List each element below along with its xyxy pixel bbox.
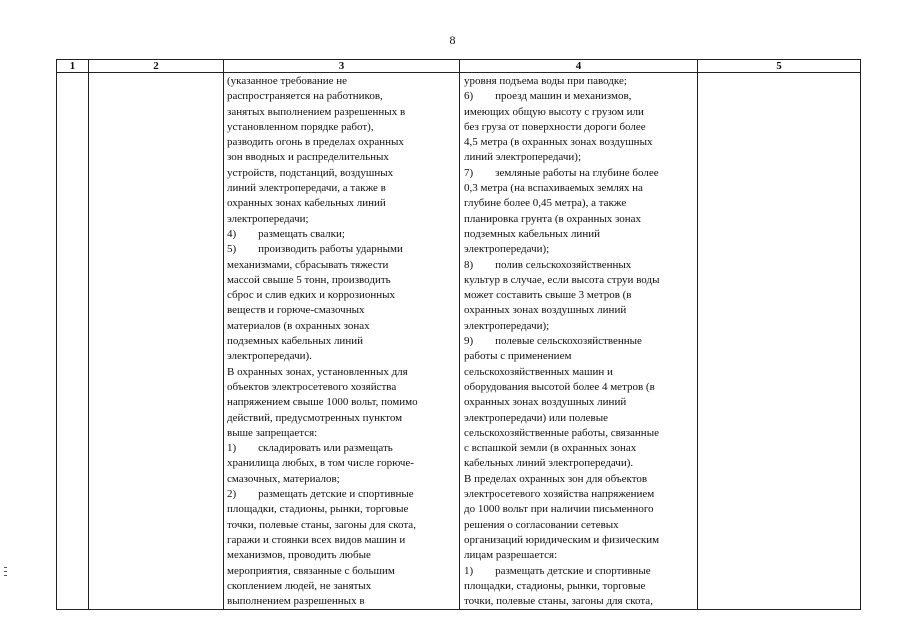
text-line: занятых выполнением разрешенных в (227, 105, 406, 118)
text-line: сельскохозяйственные работы, связанные (464, 426, 659, 439)
text-line: 0,3 метра (на вспахиваемых землях на (464, 182, 643, 195)
text-line: разводить огонь в пределах охранных (227, 136, 404, 149)
column-3-cell (224, 73, 460, 610)
text-line: гаражи и стоянки всех видов машин и (227, 533, 406, 546)
text-line: сельскохозяйственных машин и (464, 365, 613, 378)
text-line: может составить свыше 3 метров (в (464, 289, 632, 302)
column-5-cell (698, 73, 861, 610)
column-header-5: 5 (698, 60, 861, 73)
text-line: точки, полевые станы, загоны для скота, (464, 595, 653, 608)
text-line: подземных кабельных линий (464, 227, 600, 240)
text-line: 8) полив сельскохозяйственных (464, 258, 632, 271)
column-header-2: 2 (89, 60, 224, 73)
text-line: механизмами, сбрасывать тяжести (227, 258, 389, 271)
text-line: 4) размещать свалки; (227, 227, 345, 240)
text-line: скоплением людей, не занятых (227, 579, 372, 592)
text-line: точки, полевые станы, загоны для скота, (227, 518, 416, 531)
text-line: выше запрещается: (227, 426, 318, 439)
text-line: электропередачи); (464, 243, 550, 256)
table-header-row (57, 60, 861, 73)
text-line: охранных зонах кабельных линий (227, 197, 386, 210)
text-line: работы с применением (464, 350, 572, 363)
text-line: мероприятия, связанные с большим (227, 564, 395, 577)
column-3-text (224, 73, 459, 609)
text-line: массой свыше 5 тонн, производить (227, 273, 391, 286)
table-row (57, 73, 861, 610)
text-line: кабельных линий электропередачи). (464, 457, 634, 470)
text-line: 7) земляные работы на глубине более (464, 166, 659, 179)
text-line: планировка грунта (в охранных зонах (464, 212, 642, 225)
page-number: 8 (449, 33, 456, 47)
margin-mark (4, 575, 7, 576)
text-line: охранных зонах воздушных линий (464, 396, 627, 409)
text-line: 9) полевые сельскохозяйственные (464, 335, 642, 348)
text-line: распространяется на работников, (227, 90, 383, 103)
text-line: уровня подъема воды при паводке; (464, 75, 627, 87)
text-line: электропередачи); (464, 319, 550, 332)
text-line: действий, предусмотренных пунктом (227, 411, 403, 424)
text-line: хранилища любых, в том числе горюче- (227, 457, 414, 470)
text-line: В охранных зонах, установленных для (227, 365, 408, 378)
text-line: решения о согласовании сетевых (464, 518, 619, 531)
text-line: смазочных, материалов; (227, 472, 340, 485)
text-line: В пределах охранных зон для объектов (464, 472, 648, 485)
text-line: 2) размещать детские и спортивные (227, 488, 414, 501)
text-line: (указанное требование не (227, 75, 348, 87)
text-line: веществ и горюче-смазочных (227, 304, 365, 317)
column-4-cell (460, 73, 698, 610)
text-line: зон вводных и распределительных (227, 151, 389, 164)
text-line: подземных кабельных линий (227, 335, 363, 348)
text-line: до 1000 вольт при наличии письменного (464, 503, 654, 516)
text-line: линий электропередачи, а также в (227, 182, 386, 195)
column-4-text (460, 73, 697, 609)
text-line: механизмов, проводить любые (227, 549, 371, 562)
text-line: лицам разрешается: (464, 549, 558, 562)
text-line: 5) производить работы ударными (227, 243, 403, 256)
margin-mark (4, 571, 7, 572)
text-line: сброс и слив едких и коррозионных (227, 289, 395, 302)
text-line: линий электропередачи); (464, 151, 582, 164)
text-line: культур в случае, если высота струи воды (464, 273, 660, 286)
text-line: имеющих общую высоту с грузом или (464, 105, 644, 118)
text-line: глубине более 0,45 метра), а также (464, 197, 627, 210)
text-line: 1) складировать или размещать (227, 442, 393, 455)
text-line: выполнением разрешенных в (227, 595, 365, 608)
column-header-4: 4 (460, 60, 698, 73)
text-line: электропередачи) или полевые (464, 411, 609, 424)
text-line: устройств, подстанций, воздушных (227, 166, 394, 179)
text-line: электропередачи; (227, 212, 309, 225)
text-line: организаций юридическим и физическим (464, 533, 660, 546)
text-line: площадки, стадионы, рынки, торговые (464, 579, 646, 592)
column-header-3: 3 (224, 60, 460, 73)
text-line: 4,5 метра (в охранных зонах воздушных (464, 136, 653, 149)
column-2-cell (89, 73, 224, 610)
text-line: 6) проезд машин и механизмов, (464, 90, 632, 103)
text-line: оборудования высотой более 4 метров (в (464, 380, 655, 393)
text-line: без груза от поверхности дороги более (464, 120, 646, 133)
text-line: напряжением свыше 1000 вольт, помимо (227, 396, 418, 409)
document-table (56, 59, 861, 610)
column-header-1: 1 (57, 60, 89, 73)
margin-mark (4, 567, 7, 568)
text-line: установленном порядке работ), (227, 120, 374, 133)
text-line: материалов (в охранных зонах (227, 319, 370, 332)
text-line: 1) размещать детские и спортивные (464, 564, 651, 577)
text-line: площадки, стадионы, рынки, торговые (227, 503, 409, 516)
text-line: охранных зонах воздушных линий (464, 304, 627, 317)
column-1-cell (57, 73, 89, 610)
text-line: электропередачи). (227, 350, 312, 363)
text-line: с вспашкой земли (в охранных зонах (464, 442, 637, 455)
text-line: электросетевого хозяйства напряжением (464, 488, 655, 501)
text-line: объектов электросетевого хозяйства (227, 380, 397, 393)
